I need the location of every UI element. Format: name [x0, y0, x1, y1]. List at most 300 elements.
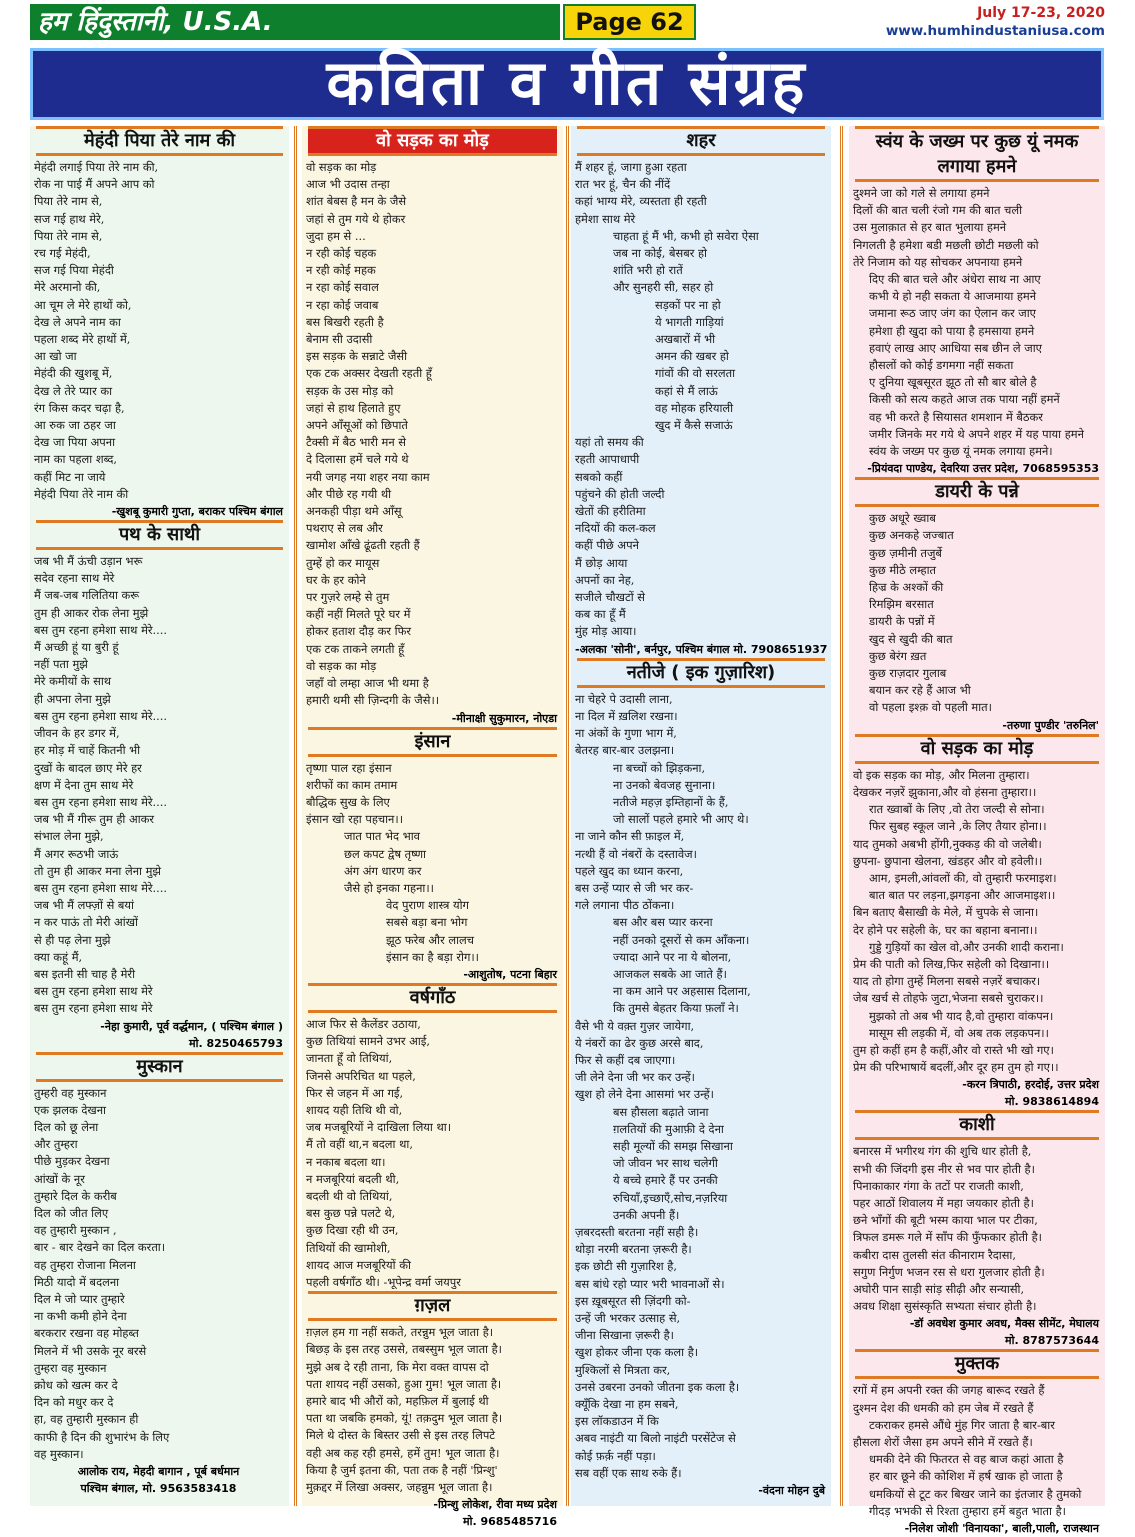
- poem-line: काफी है दिन की शुभारंभ के लिए: [34, 1429, 170, 1444]
- poem-title: इंसान: [308, 727, 557, 757]
- poem-line: तो तुम ही आकर मना लेना मुझे: [34, 863, 162, 878]
- poem-line: हमारी थमी सी ज़िन्दगी के जैसे।।: [306, 693, 440, 708]
- poem-line: ज़बरदस्ती बरतना नहीं सही है।: [575, 1224, 699, 1239]
- poem-line: अबव नाइंटी या बिलो नाइंटी परसेंटेज से: [575, 1431, 736, 1446]
- poem-line: बस हौसला बढ़ाते जाना: [613, 1104, 709, 1119]
- poem-line: तेरे निजाम को यह सोचकर अपनाया हमने: [853, 254, 1023, 269]
- poem-title: वो सड़क का मोड़: [308, 126, 557, 156]
- poem-line: त्रिफल डमरू गले में साँप की फुँफकार होती है।: [853, 1230, 1042, 1245]
- poem-line: इस सड़क के सन्नाटे जैसी: [306, 349, 408, 364]
- poem-line: झूठ फरेब और लालच: [386, 932, 474, 947]
- poem-line: तुम्हरा वह मुस्कान: [34, 1360, 107, 1375]
- poem-line: बस तुम रहना हमेशा साथ मेरे: [34, 1001, 153, 1016]
- poem-line: वो इक सड़क का मोड़, और मिलना तुम्हारा।: [853, 767, 1030, 782]
- poem-line: ये बच्चे हमारे हैं पर उनकी: [613, 1173, 718, 1188]
- poem-line: याद तो होगा तुम्हें मिलना सबसे नज़रें बचाकर।: [853, 974, 1041, 989]
- poem-line: किसी को सत्य कहते आज तक पाया नहीं हमनें: [869, 392, 1060, 407]
- poem-line: ना दिल में ख़लिश रखना।: [575, 708, 678, 723]
- poem-line: हर मोड़ में चाहें कितनी भी: [34, 743, 141, 758]
- masthead: [0, 0, 1135, 44]
- poem-line: इंसान का है बड़ा रोग।।: [386, 949, 479, 964]
- poem-line: ना बच्चों को झिड़कना,: [613, 760, 706, 775]
- poem-line: पिनाकाकार गंगा के तटों पर राजती काशी,: [853, 1178, 1024, 1193]
- poem-line: पहले खुद का ध्यान करना,: [575, 863, 684, 878]
- poem-line: पहली वर्षगाँठ थी। -भूपेन्द्र वर्मा जयपुर: [306, 1274, 461, 1289]
- poem-line: आम, इमली,आंवलों की, वो तुम्हारी फरमाइश।: [869, 870, 1057, 885]
- poem-block: [302, 983, 563, 1291]
- poem-line: हा, वह तुम्हारी मुस्कान ही: [34, 1412, 139, 1427]
- poem-line: बस और बस प्यार करना: [613, 915, 713, 930]
- poem-line: ना जाने कौन सी फ़ाइल में,: [575, 829, 685, 844]
- page-number: Page 62: [563, 4, 696, 40]
- poem-line: मेहंदी पिया तेरे नाम की: [34, 486, 129, 501]
- poem-line: गले लगाना पीठ ठोंकना।: [575, 898, 675, 913]
- poem-line: खुद से खुदी की बात: [869, 631, 953, 646]
- poem-line: बस बिखरी रहती है: [306, 314, 384, 329]
- poem-line: सजीले चौखटों से: [575, 590, 645, 605]
- poem-line: बस तुम रहना हमेशा साथ मेरे: [34, 984, 153, 999]
- poem-line: हिज्र के अश्कों की: [869, 580, 944, 595]
- poem-line: जमीर जिनके मर गये थे अपने शहर में यह पाया हमने: [869, 426, 1084, 441]
- poem-line: ना कम आने पर अहसास दिलाना,: [613, 984, 751, 999]
- poem-line: बरकरार रखना वह मोहब्त: [34, 1326, 139, 1341]
- column-4: [849, 126, 1105, 1535]
- poem-line: दुखों के बादल छाए मेरे हर: [34, 760, 142, 775]
- poem-line: ना चेहरे पे उदासी लाना,: [575, 691, 673, 706]
- poem-line: न रही कोई महक: [306, 263, 376, 278]
- poem-line: कुछ तिथियां सामने उभर आई,: [306, 1034, 430, 1049]
- poem-line: सही मूल्यों की समझ सिखाना: [613, 1138, 733, 1153]
- poem-line: कुछ राज़दार गुलाब: [869, 666, 947, 681]
- poet-credit: मो. 8787573644: [1005, 1334, 1099, 1348]
- poem-line: दिन को मधुर कर दे: [34, 1395, 114, 1410]
- poem-line: अपने आँसूओं को छिपाते: [306, 418, 408, 433]
- poem-line: जिनसे अपरिचित था पहले,: [306, 1068, 416, 1083]
- poem-line: इस ख़ूबसूरत सी ज़िंदगी को-: [575, 1293, 691, 1308]
- poem-line: बौद्धिक सुख के लिए: [306, 794, 390, 809]
- poem-line: वैसे भी ये वक़्त गुज़र जायेगा,: [575, 1018, 695, 1033]
- poem-line: निगलती है हमेशा बडी मछली छोटी मछली को: [853, 237, 1039, 252]
- poem-line: जहां से तुम गये थे होकर: [306, 211, 406, 226]
- poem-line: हौसला शेरों जैसा हम अपने सीने में रखते हैं।: [853, 1434, 1033, 1449]
- poem-line: मिले थे दोस्त के बिस्तर उसी से इस तरह लिपटे: [306, 1428, 496, 1443]
- poem-line: कभी ये हो नही सकता ये आजमाया हमने: [869, 289, 1037, 304]
- poem-line: अवध शिक्षा सुसंस्कृति सभ्यता संचार होती है।: [853, 1299, 1037, 1314]
- poem-line: वह भी करते है सियासत शमशान में बैठकर: [869, 409, 1043, 424]
- poem-line: रहती आपाधापी: [575, 452, 640, 467]
- poem-line: आ रुक जा ठहर जा: [34, 418, 116, 433]
- page-banner-title: कविता व गीत संग्रह: [30, 48, 1104, 120]
- poem-line: देर होने पर सहेली के, घर का बहाना बनाना।।: [853, 922, 1038, 937]
- poem-line: मिलने में भी उसके नूर बरसे: [34, 1343, 147, 1358]
- poem-line: वेद पुराण शास्त्र योग: [386, 898, 469, 913]
- poem-line: कब का हूँ मैं: [575, 607, 626, 622]
- poem-line: बिन बताए बैसाखी के मेले, में चुपके से जाना।: [853, 905, 1039, 920]
- poem-title: ग़ज़ल: [308, 1291, 557, 1321]
- poem-line: और पीछे रह गयी थी: [306, 486, 392, 501]
- poem-line: कहां से मैं लाऊं: [655, 383, 718, 398]
- poem-line: क्या कहूं मैं,: [34, 949, 83, 964]
- poem-line: नत्थी हैं वो नंबरों के दस्तावेज।: [575, 846, 697, 861]
- poem-line: बनारस में भगीरथ गंग की शुचि धार होती है,: [853, 1144, 1032, 1159]
- poem-line: छल कपट द्वेष तृष्णा: [344, 846, 427, 861]
- poem-title: मेहंदी पिया तेरे नाम की: [36, 126, 283, 156]
- poem-line: दिल को छू लेना: [34, 1119, 99, 1134]
- poem-line: सब वहीं एक साथ रुके हैं।: [575, 1465, 682, 1480]
- poem-line: देख ले अपने नाम का: [34, 314, 121, 329]
- poem-line: नयी जगह नया शहर नया काम: [306, 469, 430, 484]
- poem-line: सड़क के उस मोड़ को: [306, 383, 394, 398]
- poet-credit: -अलका 'सोनी', बर्नपुर, पश्चिम बंगाल मो. 7908651937: [575, 642, 828, 656]
- poem-block: [571, 126, 831, 658]
- poem-line: जब मजबूरियों ने दाखिला लिया था।: [306, 1120, 452, 1135]
- column-2: [302, 126, 563, 1529]
- poem-line: हमेशा ही खुदा को पाया है हमसाया हमने: [869, 323, 1035, 338]
- poem-line: सगुण निर्गुण भजन रस से धरा गुलजार होती है।: [853, 1264, 1045, 1279]
- poem-line: इंसान खो रहा पहचान।।: [306, 812, 404, 827]
- poem-line: मेहंदी लगाई पिया तेरे नाम की,: [34, 160, 159, 174]
- poem-line: तुम्हरी वह मुस्कान: [34, 1085, 107, 1100]
- poem-line: छने भाँगों की बूटी भस्म काया भाल पर टीका,: [853, 1213, 1038, 1228]
- poem-line: कहां भाग्य मेरे, व्यस्तता ही रहती: [575, 194, 707, 209]
- poem-line: मुंह मोड़ आया।: [575, 624, 637, 639]
- poem-line: पता शायद नहीं उसको, हुआ गुम! भूल जाता है।: [306, 1376, 502, 1391]
- poem-line: ज्यादा आने पर ना ये बोलना,: [613, 949, 732, 964]
- poem-line: ए दुनिया खूबसूरत झूठ तो सौ बार बोले है: [869, 375, 1037, 390]
- poem-line: कहीं मिट ना जाये: [34, 469, 106, 484]
- poet-credit: -निलेश जोशी 'विनायका', बाली,पाली, राजस्थान: [904, 1522, 1099, 1535]
- poem-line: कुछ ज़मीनी तजुर्बे: [869, 545, 942, 560]
- poem-line: न रहा कोई सवाल: [306, 280, 379, 295]
- column-1: [30, 126, 289, 1506]
- poem-line: फिर से जहन में आ गई,: [306, 1085, 404, 1100]
- poem-block: [849, 477, 1105, 733]
- column-divider: [566, 126, 569, 1506]
- poem-line: पता था जबकि हमको, यूं! तक़दुम भूल जाता है।: [306, 1411, 503, 1426]
- poem-line: ये नंबरों का ढेर कुछ अरसे बाद,: [575, 1035, 704, 1050]
- poem-line: फिर सुबह स्कूल जाने ,के लिए तैयार होना।।: [869, 819, 1047, 834]
- issue-date: July 17-23, 2020: [977, 5, 1105, 21]
- poem-line: दिए की बात चले और अंधेरा साथ ना आए: [869, 272, 1041, 287]
- poem-line: पथराए से लब और: [306, 521, 383, 536]
- poem-line: संभाल लेना मुझे,: [34, 829, 104, 844]
- poem-line: ना उनको बेवजह सुनाना।: [613, 777, 716, 792]
- poet-credit: -प्रियंवदा पाण्डेय, देवरिया उत्तर प्रदेश, 7068595353: [867, 462, 1099, 476]
- poem-line: नदियों की कल-कल: [575, 521, 656, 536]
- poem-title: स्वंय के जख्म पर कुछ यूं नमक लगाया हमने: [855, 126, 1099, 182]
- poem-line: मेरे कमीयों के साथ: [34, 674, 112, 689]
- poem-line: बस इतनी सी चाह है मेरी: [34, 966, 136, 981]
- poem-line: शांति भरी हो रातें: [613, 263, 683, 278]
- poem-line: हमेशा साथ मेरे: [575, 211, 636, 226]
- poet-credit: -करन त्रिपाठी, हरदोई, उत्तर प्रदेश: [962, 1078, 1099, 1092]
- poem-line: से ही पढ़ लेना मुझे: [34, 932, 111, 947]
- poem-line: न नकाब बदला था।: [306, 1154, 386, 1169]
- poem-line: प्रेम की पाती को लिख,फिर सहेली को दिखाना।।: [853, 956, 1050, 971]
- poem-line: न रहा कोई जवाब: [306, 297, 379, 312]
- poem-line: मैं शहर हूं, जागा हुआ रहता: [575, 160, 687, 174]
- poem-line: मुश्किलों से मित्रता कर,: [575, 1362, 671, 1377]
- poem-line: खुद में कैसे सजाऊं: [655, 418, 733, 433]
- poem-line: जब भी मैं ऊंची उड़ान भरू: [34, 554, 143, 569]
- poem-line: मैं अगर रूठभी जाऊं: [34, 846, 119, 861]
- poem-line: मेरे अरमानो की,: [34, 280, 101, 295]
- poem-line: ग़ज़ल हम गा नहीं सकते, तरन्नुम भूल जाता है।: [306, 1325, 494, 1340]
- poem-title: नतीजे ( इक गुज़ारिश): [577, 658, 825, 688]
- poem-line: एक टक ताकने लगती हूँ: [306, 641, 405, 656]
- poem-line: रंग किस कदर चढ़ा है,: [34, 400, 125, 415]
- poem-line: अनकही पीड़ा थमे आँसू: [306, 504, 402, 519]
- poem-line: अंग अंग धारण कर: [344, 863, 422, 878]
- poem-line: टैक्सी में बैठ भारी मन से: [306, 435, 406, 450]
- poem-block: [849, 1110, 1105, 1349]
- poem-line: बेनाम सी उदासी: [306, 332, 373, 347]
- poem-line: मैं छोड़ आया: [575, 555, 628, 570]
- column-divider: [294, 126, 297, 1506]
- poem-line: जीना सिखाना ज़रूरी है।: [575, 1328, 675, 1343]
- poem-line: बस कुछ पन्ने पलटे थे,: [306, 1206, 396, 1221]
- poem-block: [302, 1291, 563, 1530]
- poem-line: आज भी उदास तन्हा: [306, 177, 390, 192]
- poem-line: धमकी देने की फितरत से वह बाज कहां आता है: [869, 1452, 1064, 1467]
- poem-line: जमाना रूठ जाए जंग का ऐलान कर जाए: [869, 306, 1036, 321]
- poem-line: सदेव रहना साथ मेरे: [34, 571, 115, 586]
- poem-line: रात भर हूं, चैन की नींदें: [575, 177, 671, 192]
- poet-credit: -नेहा कुमारी, पूर्व वर्द्धमान, ( पश्चिम बंगाल ): [100, 1019, 283, 1033]
- poem-line: मेहंदी की खुशबू में,: [34, 366, 113, 381]
- website-link[interactable]: www.humhindustaniusa.com: [885, 23, 1105, 39]
- poem-line: सभी की जिंदगी इस नीर से भव पार होती है।: [853, 1161, 1035, 1176]
- poem-line: इक छोटी सी गुज़ारिश है,: [575, 1259, 677, 1274]
- poem-title: शहर: [577, 126, 825, 156]
- poem-line: शांत बेबस है मन के जैसे: [306, 194, 407, 209]
- poem-line: नतीजे महज़ इम्तिहानों के हैं,: [613, 794, 729, 809]
- poem-line: मैं तो वहीं था,न बदला था,: [306, 1137, 413, 1152]
- poem-line: बस तुम रहना हमेशा साथ मेरे....: [34, 880, 168, 895]
- poem-block: [849, 1349, 1105, 1537]
- poem-line: मैं अच्छी हूं या बुरी हूं: [34, 640, 119, 655]
- poet-credit: मो. 9838614894: [1005, 1095, 1099, 1109]
- poet-credit: -खुशबू कुमारी गुप्ता, बराकर पश्चिम बंगाल: [111, 505, 283, 519]
- poet-credit: आलोक राय, मेहदी बागान , पूर्ब बर्धमान: [77, 1465, 240, 1479]
- poet-credit: पश्चिम बंगाल, मो. 9563583418: [80, 1482, 237, 1496]
- poem-line: फिर से कहीं दब जाएगा।: [575, 1052, 676, 1067]
- poem-line: छुपना- छुपाना खेलना, खंडहर और वो हवेली।।: [853, 853, 1043, 868]
- poem-line: किया है जुर्म इतना की, पता तक है नहीं 'प्रिन्शु': [306, 1462, 498, 1477]
- poem-line: ही अपना लेना मुझे: [34, 691, 111, 706]
- poem-line: पर गुज़रे लम्हे से तुम: [306, 590, 390, 605]
- poem-block: [302, 727, 563, 983]
- poem-line: देख ले तेरे प्यार का: [34, 383, 113, 398]
- poem-title: डायरी के पन्ने: [855, 477, 1099, 507]
- poem-line: खामोश आँखे ढूंढती रहती हैं: [306, 538, 420, 553]
- poem-line: जहाँ वो लम्हा आज भी थमा है: [306, 676, 429, 691]
- poem-line: कहीं नहीं मिलते पूरे घर में: [306, 607, 411, 622]
- poem-line: सज गई पिया मेहंदी: [34, 263, 114, 278]
- poem-line: तुम ही आकर रोक लेना मुझे: [34, 605, 149, 620]
- poem-line: होकर हताश दौड़ कर फिर: [306, 624, 412, 639]
- poem-line: जेब खर्च से तोहफे जुटा,भेजना सबसे चुराकर।।: [853, 991, 1044, 1006]
- poem-line: सड़कों पर ना हो: [655, 297, 721, 312]
- poem-line: गुड्डे गुड़ियों का खेल वो,और उनकी शादी कराना।: [869, 939, 1064, 954]
- poem-line: चाहता हूं मैं भी, कभी हो सवेरा ऐसा: [613, 228, 759, 243]
- poem-line: वह तुम्हारी मुस्कान ,: [34, 1223, 117, 1238]
- poem-line: गीदड़ भभकी से रिश्ता तुम्हारा हमें बहुत भाता है।: [869, 1503, 1066, 1518]
- column-3: [571, 126, 831, 1506]
- poem-line: नहीं उनको दूसरों से कम आँकना।: [613, 932, 750, 947]
- poet-credit: -डॉ अवधेश कुमार अवध, मैक्स सीमेंट, मेघालय: [909, 1317, 1099, 1331]
- poem-line: वो सड़क का मोड़: [306, 160, 377, 174]
- poem-line: रात ख्वाबों के लिए ,वो तेरा जल्दी से सोना।: [869, 802, 1045, 817]
- poem-line: सज गई हाथ मेरे,: [34, 211, 105, 226]
- poem-line: दिल मे जो प्यार तुम्हारे: [34, 1291, 125, 1306]
- poem-line: जी लेने देना जी भर कर उन्हें।: [575, 1070, 695, 1085]
- poem-line: तृष्णा पाल रहा इंसान: [306, 760, 392, 775]
- poem-line: मासूम सी लड़की में, वो अब तक लड़कपन।।: [869, 1025, 1049, 1040]
- poem-line: देख जा पिया अपना: [34, 435, 116, 450]
- poem-line: जब भी मैं लफ्ज़ों से बयां: [34, 898, 134, 913]
- poem-line: और सुनहरी सी, सहर हो: [613, 280, 714, 295]
- poem-line: नाम का पहला शब्द,: [34, 452, 118, 467]
- poem-line: न रही कोई चहक: [306, 246, 377, 261]
- poem-line: मुझको तो अब भी याद है,वो तुम्हारा वांकपन।: [869, 1008, 1054, 1023]
- poem-line: जो सालों पहले हमारे भी आए थे।: [613, 812, 749, 827]
- poem-line: बदली थी वो तिथियां,: [306, 1188, 393, 1203]
- poem-line: हवाएं लाख आए आधिया सब छीन ले जाए: [869, 340, 1042, 355]
- poem-line: दे दिलासा हमें चले गये थे: [306, 452, 409, 467]
- poem-line: वो पहला इश्क़ वो पहली मात।: [869, 700, 992, 715]
- poem-line: जात पात भेद भाव: [344, 829, 421, 844]
- poet-credit: -वंदना मोहन दुबे: [758, 1484, 825, 1498]
- poem-line: जहां से हाथ हिलाते हुए: [306, 400, 401, 415]
- poem-line: बेतरह बार-बार उलझना।: [575, 743, 675, 758]
- poem-line: रिमझिम बरसात: [869, 597, 934, 612]
- poem-line: एक झलक देखना: [34, 1102, 107, 1117]
- poem-block: [849, 126, 1105, 477]
- poem-line: जानता हूँ वो तिथियां,: [306, 1051, 393, 1066]
- poem-block: [30, 126, 289, 520]
- poem-line: हर बार छूने की कोशिश में हर्ष खाक हो जाता है: [869, 1469, 1063, 1484]
- poem-line: जब ना कोई, बेसबर हो: [613, 246, 707, 261]
- poem-line: कहीं पीछे अपने: [575, 538, 639, 553]
- poem-line: अमन की खबर हो: [655, 349, 729, 364]
- poem-line: शायद यही तिथि थी वो,: [306, 1102, 403, 1117]
- poet-credit: -तरुणा पुण्डीर 'तरुनिल': [1002, 718, 1099, 732]
- poem-line: याद तुमको अबभी होंगी,नुक्कड़ की वो जलेबी।: [853, 836, 1042, 851]
- poem-line: रगों में हम अपनी रक्त की जगह बारूद रखते हैं: [853, 1383, 1045, 1398]
- poem-line: बस तुम रहना हमेशा साथ मेरे....: [34, 794, 168, 809]
- poem-line: उस मुलाक़ात से हर बात भुलाया हमने: [853, 220, 1007, 235]
- poem-block: [30, 1052, 289, 1497]
- poem-line: जुदा हम से ...: [306, 228, 366, 243]
- poet-credit: -मीनाक्षी सुकुमारन, नोएडा: [451, 711, 557, 725]
- poem-line: बस उन्हें प्यार से जी भर कर-: [575, 880, 694, 895]
- poem-line: तुम्हारे दिल के करीब: [34, 1188, 117, 1203]
- poem-line: कबीरा दास तुलसी संत कीनाराम रैदासा,: [853, 1247, 1016, 1262]
- poem-line: वो सड़क का मोड़: [306, 658, 377, 673]
- poem-block: [302, 126, 563, 727]
- poem-line: आज फिर से कैलेंडर उठाया,: [306, 1016, 421, 1031]
- poem-line: अघोरी पान साड़ी सांड़ सीढ़ी और सन्यासी,: [853, 1281, 1025, 1296]
- poem-line: कुछ बेरंग ख़त: [869, 648, 927, 663]
- poem-line: उनसे उबरना उनको जीतना इक कला है।: [575, 1379, 740, 1394]
- column-divider: [840, 126, 843, 1506]
- poem-block: [30, 520, 289, 1051]
- poem-line: मुझे अब दे रही ताना, कि मेरा वक्त वापस दो: [306, 1359, 489, 1374]
- poem-line: खुश हो लेने देना आसमां भर उन्हें।: [575, 1087, 714, 1102]
- poem-line: कुछ दिखा रही थी उन,: [306, 1223, 399, 1238]
- poem-line: अखबारों में भी: [655, 332, 716, 347]
- poet-credit: मो. 9685485716: [463, 1515, 557, 1529]
- poem-line: बात बात पर लड़ना,झगड़ना और आजमाइश।।: [869, 888, 1056, 903]
- poem-line: खेतों की हरीतिमा: [575, 504, 646, 519]
- poem-title: वो सड़क का मोड़: [855, 734, 1099, 764]
- poem-line: अपनों का नेह,: [575, 572, 635, 587]
- poem-line: रोक ना पाई मैं अपने आप को: [34, 177, 155, 192]
- poem-line: कि तुमसे बेहतर किया फ़लाँ ने।: [613, 1001, 739, 1016]
- poem-line: स्वंय के जख्म पर कुछ यूं नमक लगाया हमने।: [869, 444, 1053, 459]
- poem-line: मिठी यादो में बदलना: [34, 1274, 120, 1289]
- poem-line: जैसे हो इनका गहना।।: [344, 880, 434, 895]
- poem-line: बस बांधे रहो प्यार भरी भावनाओं से।: [575, 1276, 725, 1291]
- poem-line: पीछे मुड़कर देखना: [34, 1154, 110, 1169]
- poem-line: बार - बार देखने का दिल करता।: [34, 1240, 166, 1255]
- poem-title: वर्षगाँठ: [308, 983, 557, 1013]
- poem-line: कुछ अधूरे ख्वाब: [869, 511, 936, 526]
- poem-line: जीवन के हर डगर में,: [34, 726, 120, 741]
- poem-line: तुम्हें हो कर मायूस: [306, 555, 380, 570]
- poem-line: क्यूँकि देखा ना हम सबने,: [575, 1397, 679, 1412]
- poem-title: पथ के साथी: [36, 520, 283, 550]
- poem-line: बयान कर रहे हैं आज भी: [869, 683, 971, 698]
- poem-line: कुछ अनकहे जज्बात: [869, 528, 954, 543]
- poem-line: डायरी के पन्नों में: [869, 614, 935, 629]
- poem-line: वह मोहक हरियाली: [655, 400, 734, 415]
- poem-line: जो जीवन भर साथ चलेगी: [613, 1156, 718, 1171]
- poem-title: काशी: [855, 1110, 1099, 1140]
- poem-line: वह मुस्कान।: [34, 1446, 84, 1461]
- poem-line: रच गई मेहंदी,: [34, 246, 91, 261]
- poem-line: सबको कहीं: [575, 469, 623, 484]
- poet-credit: -प्रिन्शु लोकेश, रीवा मध्य प्रदेश: [433, 1498, 557, 1512]
- poem-line: जब भी मैं गीरू तुम ही आकर: [34, 812, 155, 827]
- poem-line: शरीफों का काम तमाम: [306, 777, 398, 792]
- poem-line: बिछड़ के इस तरह उससे, तबस्सुम भूल जाता है।: [306, 1342, 502, 1357]
- poem-line: तिथियों की खामोशी,: [306, 1240, 391, 1255]
- poem-line: तुम हो कहीं हम है कहीं,और वो रास्ते भी खो गए।: [853, 1042, 1054, 1057]
- poem-line: शायद आज मजबूरियों की: [306, 1257, 411, 1272]
- poem-line: खुश होकर जीना एक कला है।: [575, 1345, 699, 1360]
- poem-line: दिलों की बात चली रंजो गम की बात चली: [853, 203, 1023, 218]
- poem-line: एक टक अक्सर देखती रहती हूँ: [306, 366, 432, 381]
- poem-line: आंखों के नूर: [34, 1171, 85, 1186]
- poem-title: मुक्तक: [855, 1349, 1099, 1379]
- poem-line: प्रेम की परिभाषायें बदलीं,और दूर हम तुम हो गए।।: [853, 1060, 1059, 1075]
- poem-line: बस तुम रहना हमेशा साथ मेरे....: [34, 708, 168, 723]
- poem-line: क्रोध को खत्म कर दे: [34, 1378, 118, 1392]
- poem-line: देखकर नज़रें झुकाना,और वो हंसना तुम्हारा।।: [853, 784, 1037, 799]
- poet-credit: -आशुतोष, पटना बिहार: [463, 967, 557, 981]
- poem-line: इस लॉकडाउन में कि: [575, 1414, 659, 1429]
- poem-line: कोई फ़र्क़ नहीं पड़ा।: [575, 1448, 656, 1463]
- poem-line: ना कभी कमी होने देना: [34, 1309, 127, 1324]
- poem-line: ग़लतियों की मुआफ़ी दे देना: [613, 1121, 724, 1136]
- poem-line: क्षण में देना तुम साथ मेरे: [34, 777, 134, 792]
- poem-line: कुछ मीठे लम्हात: [869, 562, 937, 577]
- poem-line: आ खो जा: [34, 349, 77, 364]
- poem-line: मुक़द्दर में लिखा अक्सर, जहन्नुम भूल जाता है।: [306, 1480, 493, 1495]
- poem-line: घर के हर कोने: [306, 572, 366, 587]
